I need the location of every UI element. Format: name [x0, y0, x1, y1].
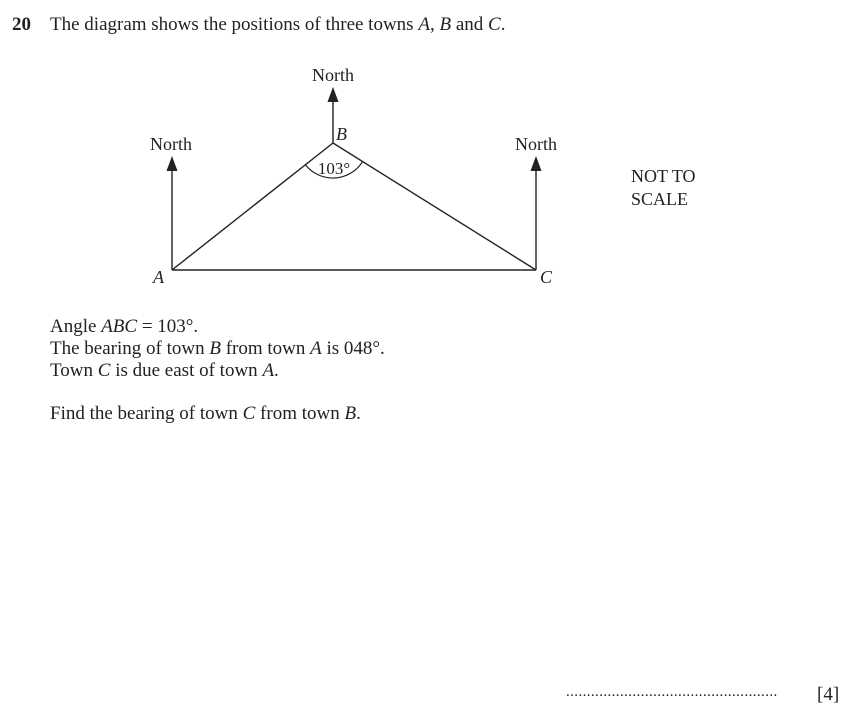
north-label-b: North: [312, 65, 354, 85]
statement-east-end: .: [274, 360, 279, 381]
angle-label-b: 103°: [317, 159, 351, 178]
north-arrowhead-b: [328, 87, 339, 102]
north-arrowhead-c: [531, 156, 542, 171]
answer-line[interactable]: ...................................................: [566, 684, 778, 700]
paragraph-gap: [50, 382, 385, 403]
statement-bearing-town-a: A: [310, 338, 322, 359]
task-pre: Find the bearing of town: [50, 403, 243, 424]
statement-bearing: [50, 338, 385, 360]
not-to-scale-line1: NOT TO: [631, 166, 696, 186]
task-mid: from town: [255, 403, 345, 424]
statement-angle-name: ABC: [101, 316, 138, 337]
statement-east-mid: is due east of town: [110, 360, 263, 381]
north-label-c: North: [515, 134, 557, 154]
marks-label: [4]: [817, 684, 840, 705]
line-b-to-c: [333, 143, 536, 270]
task-town-c: C: [242, 403, 256, 424]
statement-east-pre: Town: [50, 360, 98, 381]
intro-town-b: B: [439, 14, 452, 35]
task-town-b: B: [344, 403, 357, 424]
town-label-a: A: [153, 267, 164, 287]
statement-bearing-value: is 048°.: [321, 338, 385, 359]
statement-angle: [50, 316, 385, 338]
statement-angle-pre: Angle: [50, 316, 102, 337]
line-a-to-b: [172, 143, 333, 270]
question-body: [50, 316, 385, 425]
statement-east-town-a: A: [262, 360, 275, 381]
statement-east-town-c: C: [97, 360, 111, 381]
task-end: .: [356, 403, 361, 424]
intro-town-a: A: [418, 14, 430, 35]
not-to-scale-line2: SCALE: [631, 189, 689, 209]
intro-town-c: C: [488, 14, 501, 35]
north-label-a: North: [150, 134, 192, 154]
statement-bearing-town-b: B: [209, 338, 221, 359]
question-number: 20: [12, 14, 31, 35]
town-label-c: C: [540, 267, 553, 287]
intro-and: and: [451, 14, 488, 35]
town-label-b: B: [336, 124, 347, 144]
task-instruction: [50, 403, 385, 425]
statement-angle-value: = 103°.: [137, 316, 199, 337]
north-arrowhead-a: [167, 156, 178, 171]
statement-due-east: [50, 360, 385, 382]
statement-bearing-mid: from town: [220, 338, 311, 359]
intro-text: The diagram shows the positions of three towns: [50, 14, 419, 35]
intro-separator: ,: [429, 14, 440, 35]
statement-bearing-pre: The bearing of town: [50, 338, 210, 359]
intro-end: .: [500, 14, 506, 35]
